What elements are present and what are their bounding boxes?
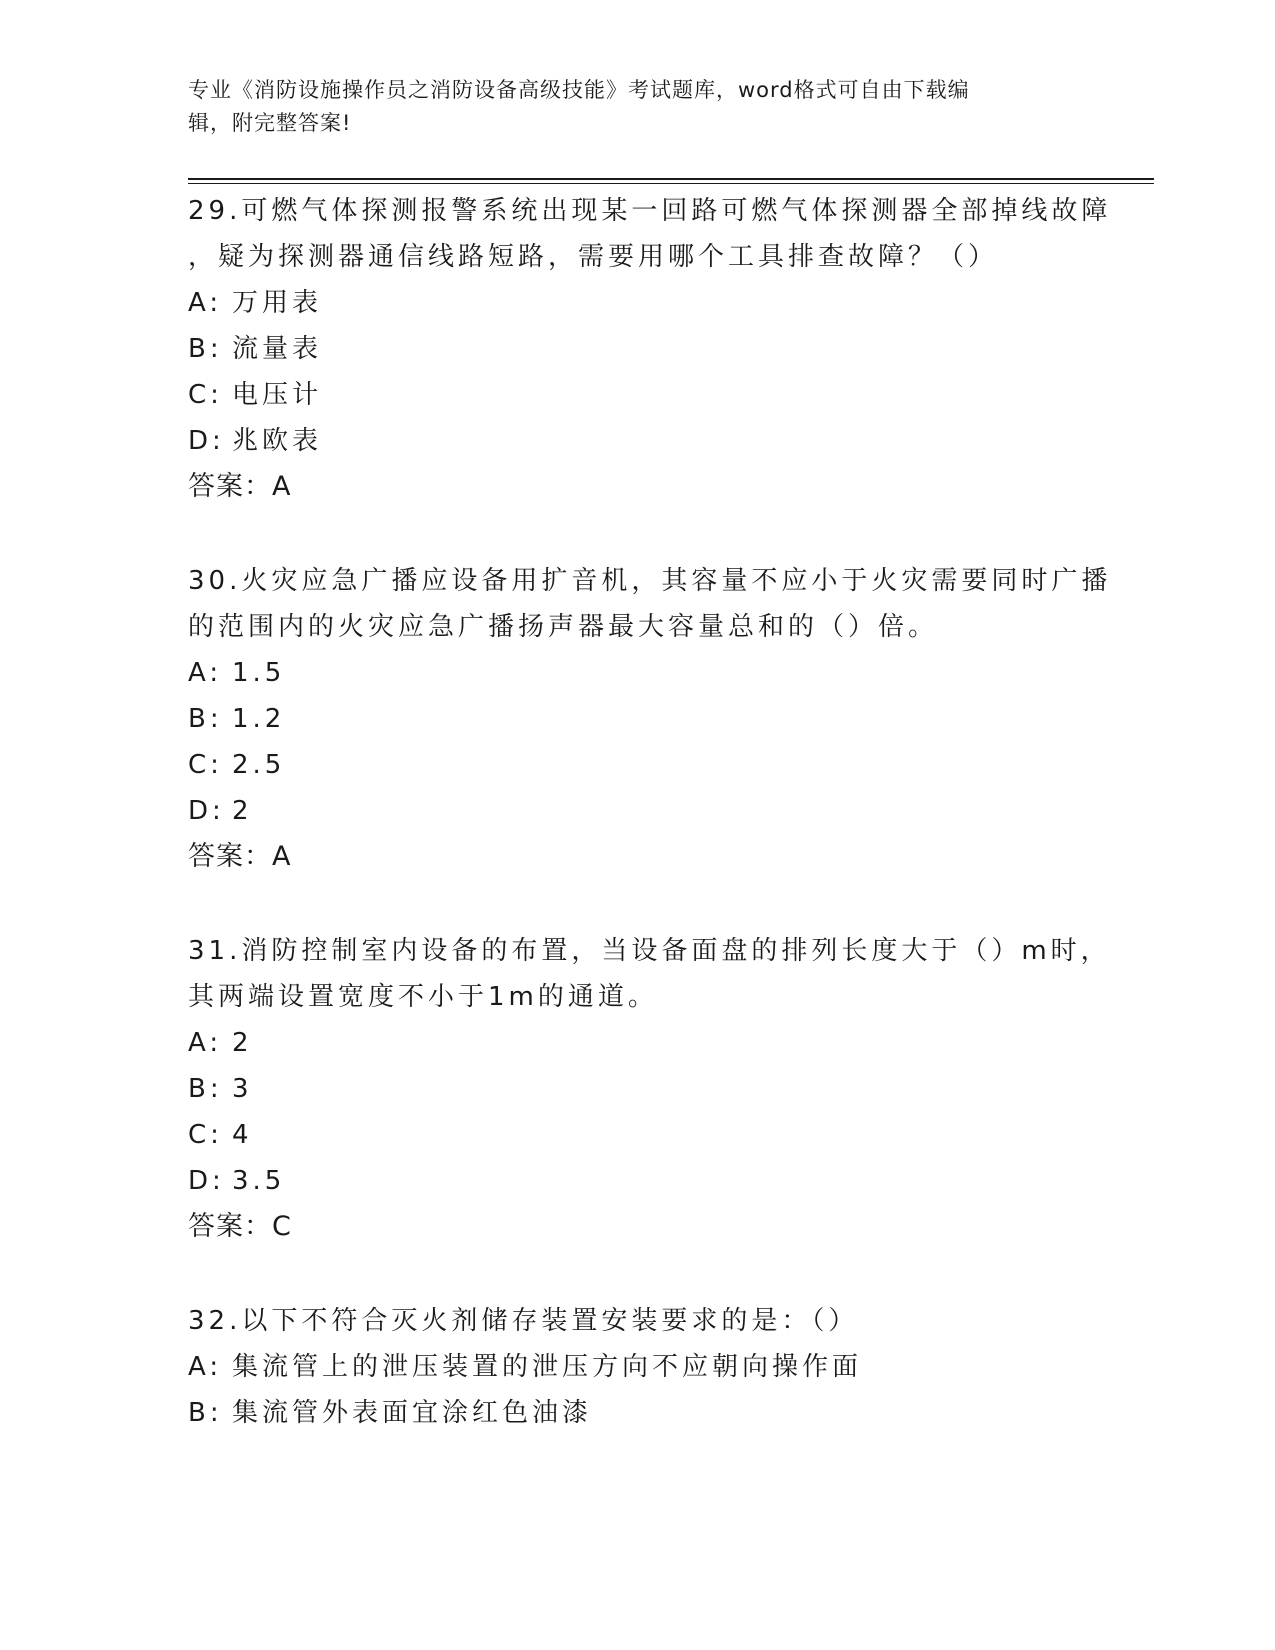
question-text-line: 的范围内的火灾应急广播扬声器最大容量总和的（）倍。	[188, 612, 939, 642]
option-label: D:	[188, 796, 225, 826]
option-b	[188, 1066, 1088, 1112]
option-text: 集流管外表面宜涂红色油漆	[232, 1398, 593, 1428]
option-text: 3	[232, 1074, 253, 1104]
option-d	[188, 788, 1088, 834]
question-text-line: 32.以下不符合灭火剂储存装置安装要求的是：（）	[188, 1306, 859, 1336]
option-a	[188, 1344, 1088, 1390]
option-text: 4	[232, 1120, 253, 1150]
option-text: 3.5	[232, 1166, 286, 1196]
question-29	[188, 188, 1112, 510]
option-text: 流量表	[232, 334, 323, 364]
option-c	[188, 372, 1088, 418]
option-text: 万用表	[232, 288, 323, 318]
option-label: A:	[188, 658, 223, 688]
answer: 答案：A	[188, 841, 292, 872]
option-b	[188, 326, 1088, 372]
option-label: A:	[188, 1028, 223, 1058]
question-text-line: 30.火灾应急广播应设备用扩音机，其容量不应小于火灾需要同时广播	[188, 566, 1112, 596]
option-text: 1.5	[232, 658, 286, 688]
answer: 答案：C	[188, 1211, 292, 1242]
question-32	[188, 1298, 1088, 1436]
header-divider-thick	[188, 178, 1154, 180]
question-30	[188, 558, 1112, 880]
option-text: 2	[232, 796, 253, 826]
option-label: B:	[188, 334, 223, 364]
question-text-line: 29.可燃气体探测报警系统出现某一回路可燃气体探测器全部掉线故障	[188, 196, 1112, 226]
option-text: 2.5	[232, 750, 286, 780]
question-list	[188, 188, 1112, 1484]
option-d	[188, 1158, 1088, 1204]
question-text-line: 其两端设置宽度不小于1m的通道。	[188, 982, 658, 1012]
option-label: A:	[188, 288, 223, 318]
question-text-line: 31.消防控制室内设备的布置，当设备面盘的排列长度大于（）m时，	[188, 936, 1111, 966]
header-line-1: 专业《消防设施操作员之消防设备高级技能》考试题库，word格式可自由下载编	[188, 78, 970, 102]
header-divider-thin	[188, 183, 1154, 184]
option-label: B:	[188, 1074, 223, 1104]
option-text: 集流管上的泄压装置的泄压方向不应朝向操作面	[232, 1352, 863, 1382]
option-a	[188, 280, 1088, 326]
option-label: C:	[188, 750, 223, 780]
option-label: D:	[188, 426, 225, 456]
option-text: 1.2	[232, 704, 286, 734]
option-b	[188, 696, 1088, 742]
document-header	[188, 74, 1088, 140]
option-text: 兆欧表	[232, 426, 323, 456]
option-label: C:	[188, 380, 223, 410]
header-line-2: 辑，附完整答案!	[188, 111, 352, 135]
option-label: B:	[188, 1398, 223, 1428]
option-c	[188, 1112, 1088, 1158]
option-text: 2	[232, 1028, 253, 1058]
option-label: A:	[188, 1352, 223, 1382]
option-label: D:	[188, 1166, 225, 1196]
option-c	[188, 742, 1088, 788]
answer: 答案：A	[188, 471, 292, 502]
option-text: 电压计	[232, 380, 323, 410]
question-text-line: ，疑为探测器通信线路短路，需要用哪个工具排查故障？（）	[188, 242, 999, 272]
option-a	[188, 650, 1088, 696]
option-label: B:	[188, 704, 223, 734]
option-b	[188, 1390, 1088, 1436]
option-a	[188, 1020, 1088, 1066]
question-31	[188, 928, 1111, 1250]
option-label: C:	[188, 1120, 223, 1150]
option-d	[188, 418, 1088, 464]
